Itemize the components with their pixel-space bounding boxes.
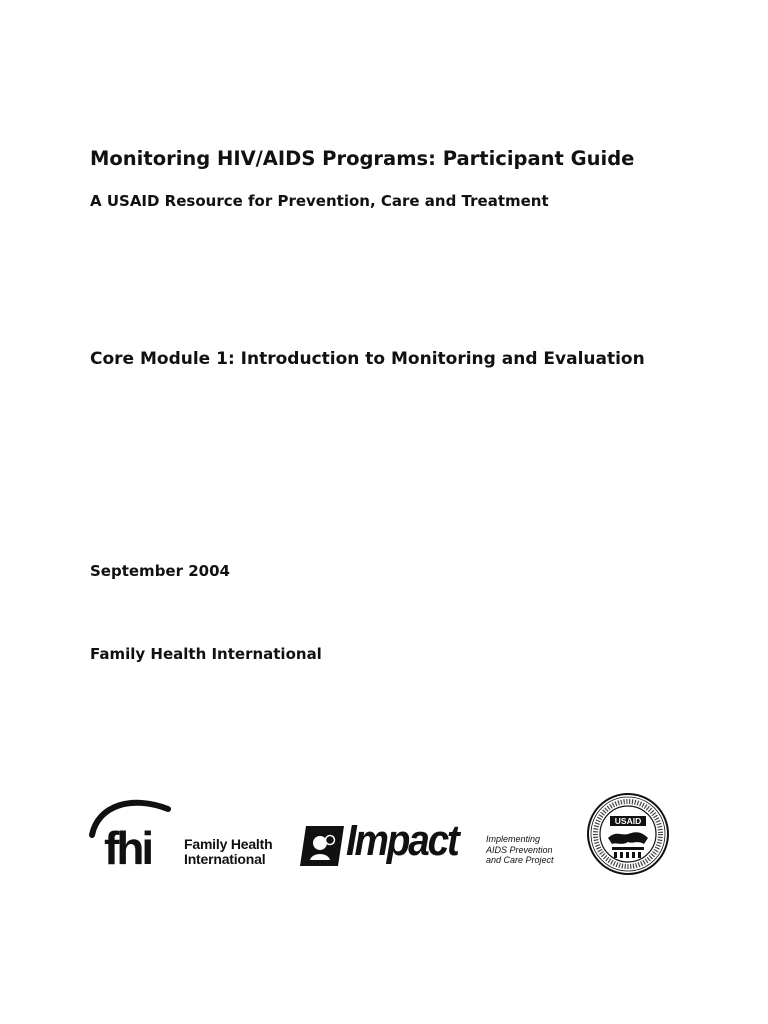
module-heading: Core Module 1: Introduction to Monitoring and Evaluation xyxy=(90,349,645,369)
fhi-logo-text xyxy=(184,837,272,867)
impact-tagline-line1: Implementing xyxy=(486,834,541,844)
impact-tagline xyxy=(486,834,554,866)
impact-logo xyxy=(300,816,560,878)
organization-name: Family Health International xyxy=(90,645,322,663)
usaid-seal-icon xyxy=(586,792,670,876)
document-subtitle: A USAID Resource for Prevention, Care and Treatment xyxy=(90,192,549,210)
impact-tagline-line3: and Care Project xyxy=(486,855,554,865)
document-title: Monitoring HIV/AIDS Programs: Participant Guide xyxy=(90,147,635,170)
usaid-seal-label: USAID xyxy=(614,816,642,826)
fhi-logo-mark xyxy=(88,793,176,869)
fhi-logo-letters: fhi xyxy=(104,822,152,869)
impact-badge-icon xyxy=(300,826,344,866)
fhi-logo xyxy=(88,793,278,873)
publication-date: September 2004 xyxy=(90,562,230,580)
impact-wordmark: Impact xyxy=(346,816,458,865)
impact-tagline-line2: AIDS Prevention xyxy=(486,844,553,855)
fhi-name-line1: Family Health xyxy=(184,836,273,852)
fhi-name-line2: International xyxy=(184,851,266,867)
